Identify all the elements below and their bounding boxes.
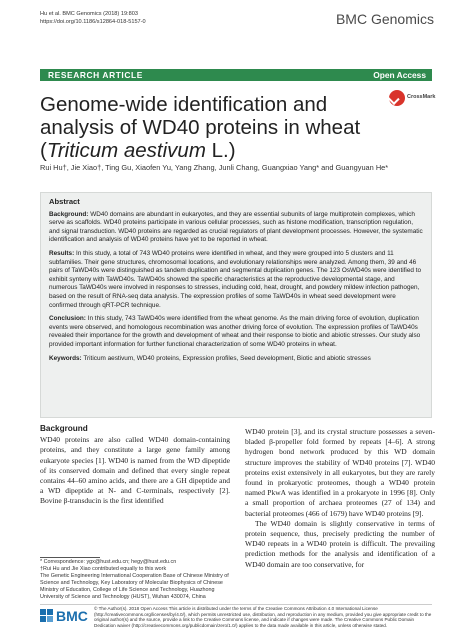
abstract-background [49,211,423,245]
abstract-results-text: In this study, a total of 743 WD40 proteins were identified in wheat, and they were grouped into 5 clusters and 11 subfamilies. Their gene structures, chromosomal locations, and evolutionary relationships were analyzed. Among them, 39 and 46 pairs of TaWD40s were distinguished as tandem duplication and segmental duplication genes. The 123 OsWD40s were identified to exhibit synteny with TaWD40s. TaWD40s showed the specific characteristics at the reproductive developmental stage, and numerous TaWD40s were involved in responses to stresses, including cold, heat, drought, and powdery mildew infection pathogen, based on the result of RNA-seq data analysis. The expression profiles of some TaWD40s in wheat seed development were confirmed through qRT-PCR technique. [49,249,422,309]
bmc-mark-icon [40,609,54,623]
bmc-logo-text: BMC [56,608,88,624]
body-left-column [40,424,230,507]
title-end: L.) [205,139,236,162]
license-text: © The Author(s). 2018 Open Access This article is distributed under the terms of the Creative Commons Attribution 4.0 International License (http://creativecommons.org/licenses/by/4.0/), which permits unrestricted use, distribution, and reproduction in any medium, provided you give appropriate credit to the original author(s) and the source, provide a link to the Creative Commons license, and indicate if changes were made. The Creative Commons Public Domain Dedication waiver (http://creativecommons.org/publicdomain/zero/1.0/) applies to the data made available in this article, unless otherwise stated. [94,606,432,628]
footer-divider [40,604,432,605]
author-list: Rui Hu†, Jie Xiao†, Ting Gu, Xiaofen Yu, Yang Zhang, Junli Chang, Guangxiao Yang* and Guangyuan He* [40,163,389,172]
crossmark-label: CrossMark [407,94,436,100]
article-type-label: RESEARCH ARTICLE [48,70,143,80]
title-main: Genome-wide identification and analysis of WD40 proteins in wheat ( [40,93,361,162]
journal-name: BMC Genomics [335,11,434,27]
crossmark-button[interactable] [389,90,436,110]
footnote [40,559,230,601]
doi-link[interactable]: https://doi.org/10.1186/s12864-018-5157-0 [40,19,146,25]
abstract-conclusion-label: Conclusion: [49,315,86,323]
citation-header [40,10,146,26]
correspondence-emails[interactable]: * Correspondence: ygx@hust.edu.cn; hegy@hust.edu.cn [40,559,177,565]
abstract-keywords [49,355,423,364]
footnote-divider [40,557,100,558]
abstract-heading: Abstract [49,197,80,206]
body-paragraph: WD40 proteins are also called WD40 domain-containing proteins, and they constitute a large gene family among eukaryote species [1]. WD40 is named from the WD dipeptide of its conserved domain and defined that every single repeat contains 44–60 amino acids, and there are a GH dipeptide and a WD dipeptide at N- and C-terminals, respectively [2]. Bovine β-transducin is the first identified [40,435,230,506]
body-paragraph: The WD40 domain is slightly conservative in terms of protein sequence, thus, precisely predicting the number of WD40 repeats in a WD40 protein is difficult. The prevailing prediction methods for the analysis and identification of a WD40 domain are too conservative, for [245,518,435,569]
citation-line: Hu et al. BMC Genomics (2018) 19:803 [40,11,138,17]
abstract-background-text: WD40 domains are abundant in eukaryotes, and they are essential subunits of large multiprotein complexes, which serve as scaffolds. WD40 proteins participate in various cellular processes, such as histone modification, transcription regulation, and signal transduction. WD40 proteins are regarded as crucial regulators of plant development processes. However, the systematic identification and analysis of WD40 proteins have yet to be reported in wheat. [49,210,423,244]
open-access-label: Open Access [373,70,426,80]
abstract-results-label: Results: [49,249,75,257]
abstract-keywords-text: Triticum aestivum, WD40 proteins, Expression profiles, Seed development, Biotic and abiotic stresses [83,354,371,362]
abstract-conclusion [49,315,423,349]
section-heading-background: Background [40,424,88,433]
article-type-band [40,69,432,81]
abstract-box [40,192,432,418]
abstract-keywords-label: Keywords: [49,354,82,362]
equal-contribution-note: †Rui Hu and Jie Xiao contributed equally to this work [40,566,167,572]
abstract-conclusion-text: In this study, 743 TaWD40s were identified from the wheat genome. As the main driving force of evolution, duplication events were observed, and homologous recombination was another driving force of evolution. The expression profiles of TaWD40s revealed their importance for the growth and development of wheat and their response to biotic and abiotic stresses. Our study also provided important information for further functional characterization of some WD40 proteins in wheat. [49,315,421,348]
affiliation: The Genetic Engineering International Cooperation Base of Chinese Ministry of Science and Technology, Key Laboratory of Molecular Biophysics of Chinese Ministry of Education, College of Life Science and Technology, Huazhong University of Science and Technology (HUST), Wuhan 430074, China [40,573,229,600]
article-title [40,93,385,162]
title-species: Triticum aestivum [46,139,206,162]
bmc-logo [40,609,88,627]
body-right-column [245,427,435,570]
abstract-results [49,250,423,310]
crossmark-icon [389,90,405,106]
abstract-background-label: Background: [49,210,89,218]
body-paragraph: WD40 protein [3], and its crystal structure possesses a seven-bladed β-propeller fold formed by repeats [4–6]. A strong hydrogen bond network produced by this WD domain structure improves the stability of WD40 proteins [7]. WD40 proteins exist extensively in all eukaryotes, but they are rarely found in prokaryotic proteomes, though a WD40 protein named PkwA was identified in a prokaryote in 1996 [8]. Only a small proportion of archaea proteomes (27 of 134) and bacterial proteomes (466 of 1679) have WD40 proteins [9]. [245,427,435,518]
